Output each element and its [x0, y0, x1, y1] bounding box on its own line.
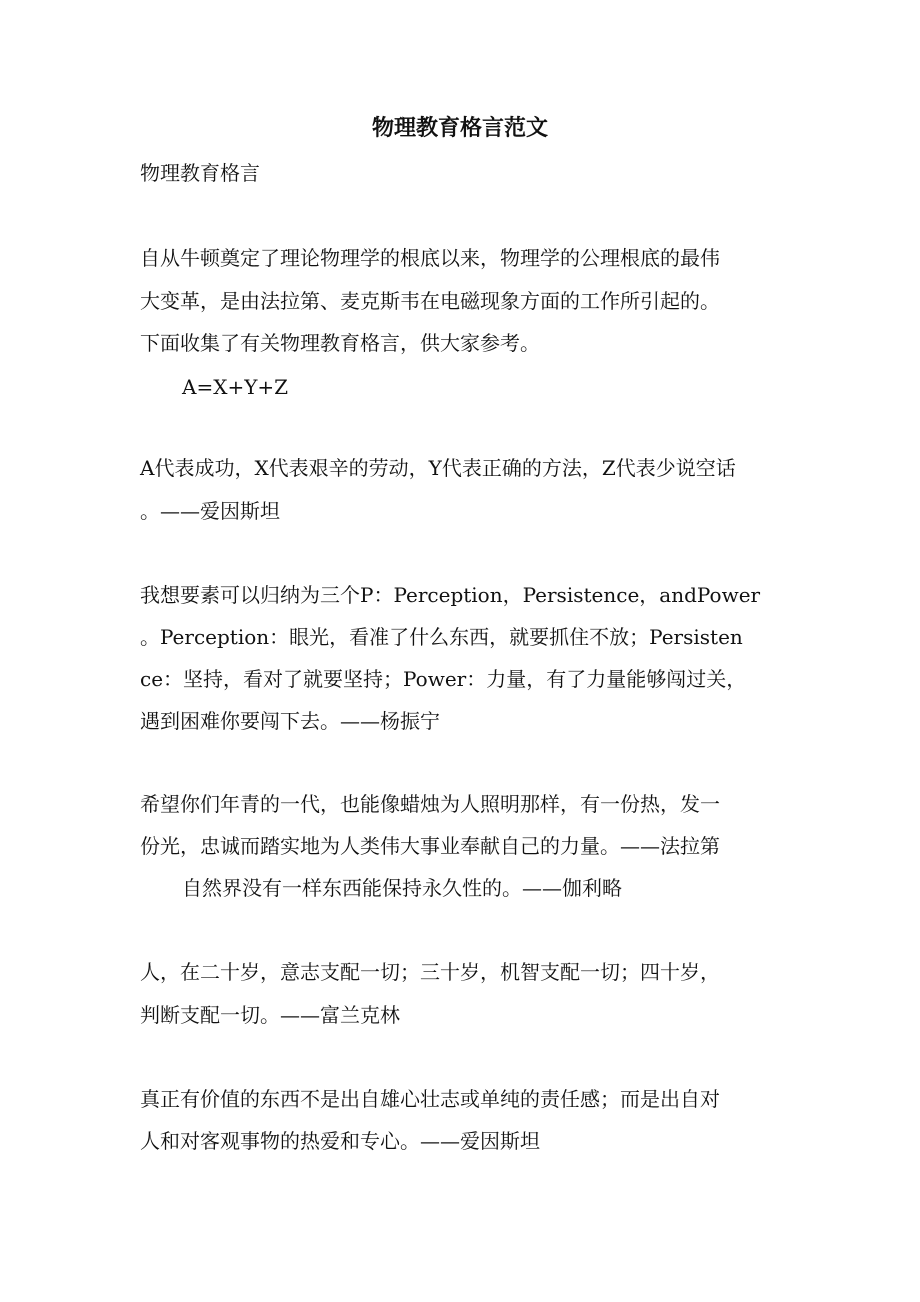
- intro-line-1: 自从牛顿奠定了理论物理学的根底以来，物理学的公理根底的最伟: [140, 246, 720, 270]
- quote-3-line-2: 份光，忠诚而踏实地为人类伟大事业奉献自己的力量。——法拉第: [140, 834, 720, 858]
- formula-line: A=X+Y+Z: [182, 375, 289, 399]
- quote-2-line-3: ce：坚持，看对了就要坚持；Power：力量，有了力量能够闯过关，: [140, 667, 747, 691]
- quote-1-line-1: A代表成功，X代表艰辛的劳动，Y代表正确的方法，Z代表少说空话: [140, 456, 736, 480]
- document-title: 物理教育格言范文: [371, 115, 548, 141]
- quote-2-line-4: 遇到困难你要闯下去。——杨振宁: [140, 709, 440, 733]
- quote-3-line-1: 希望你们年青的一代，也能像蜡烛为人照明那样，有一份热，发一: [140, 792, 720, 816]
- quote-5-line-2: 判断支配一切。——富兰克林: [140, 1003, 400, 1027]
- quote-6-line-2: 人和对客观事物的热爱和专心。——爱因斯坦: [140, 1129, 540, 1153]
- quote-5-line-1: 人，在二十岁，意志支配一切；三十岁，机智支配一切；四十岁，: [140, 960, 720, 984]
- quote-1-line-2: 。——爱因斯坦: [140, 499, 280, 523]
- intro-line-2: 大变革，是由法拉第、麦克斯韦在电磁现象方面的工作所引起的。: [140, 289, 720, 313]
- intro-line-3: 下面收集了有关物理教育格言，供大家参考。: [140, 331, 540, 355]
- quote-6-line-1: 真正有价值的东西不是出自雄心壮志或单纯的责任感；而是出自对: [140, 1087, 720, 1111]
- quote-4-line-1: 自然界没有一样东西能保持永久性的。——伽利略: [182, 876, 622, 900]
- quote-2-line-2: 。Perception：眼光，看准了什么东西，就要抓住不放；Persisten: [140, 625, 743, 649]
- document-subtitle: 物理教育格言: [140, 161, 260, 185]
- quote-2-line-1: 我想要素可以归纳为三个P：Perception，Persistence，andPower: [140, 583, 761, 607]
